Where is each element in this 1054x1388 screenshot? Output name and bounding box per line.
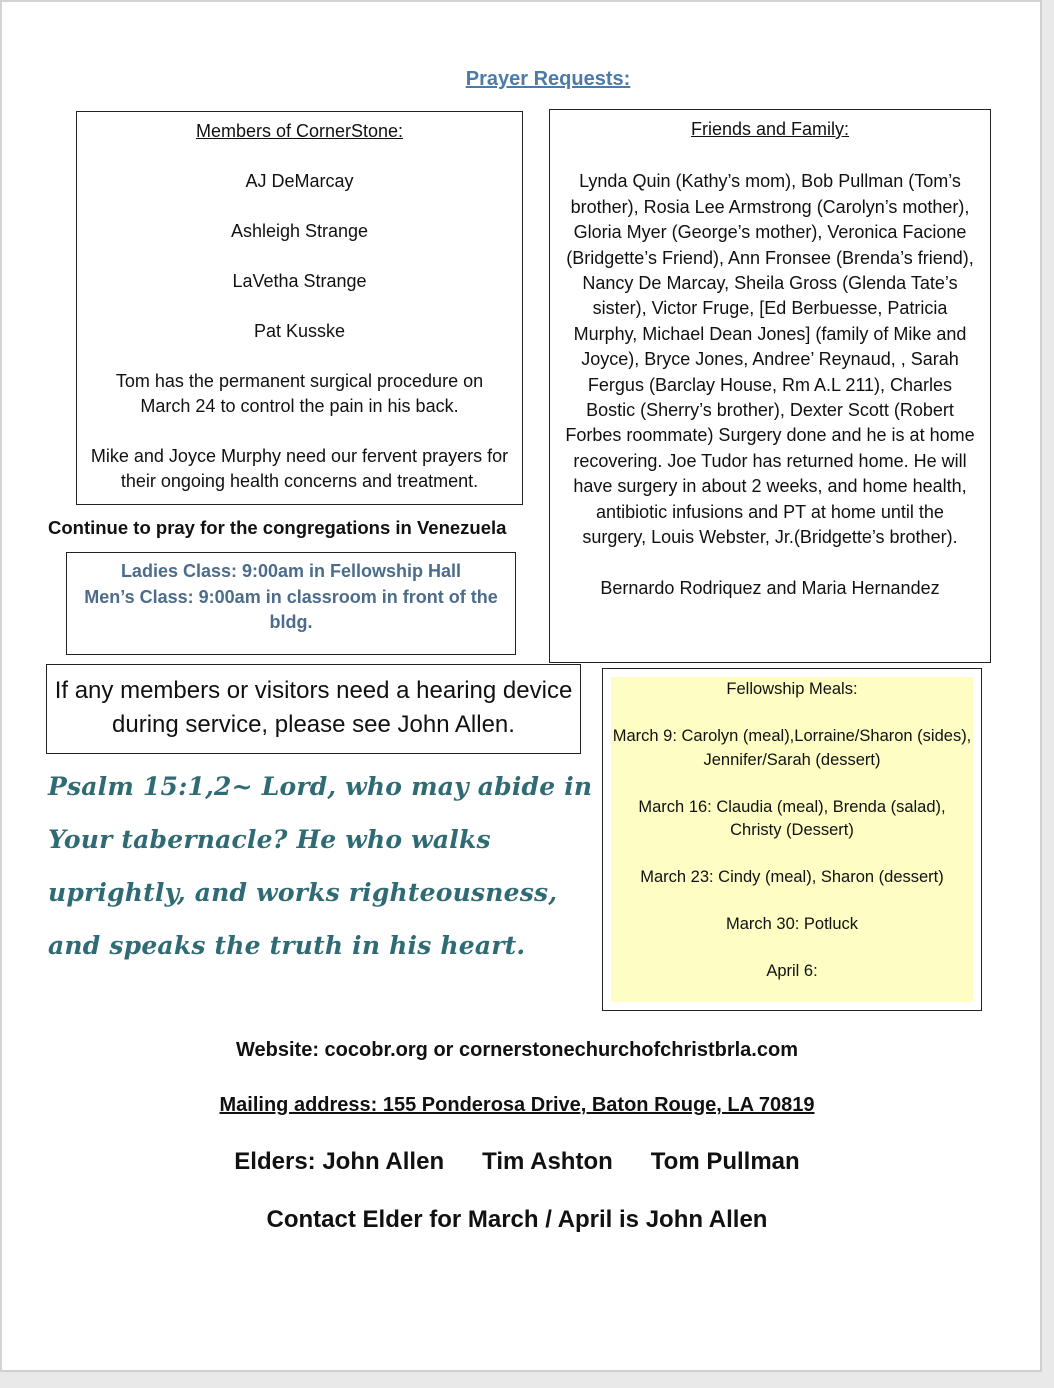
meal-entry: March 30: Potluck <box>725 915 859 933</box>
website-line: Website: cocobr.org or cornerstonechurchofchristbrla.com <box>236 1039 798 1061</box>
psalm-verse: Psalm 15:1,2~ Lord, who may abide in Your tabernacle? He who walks uprightly, and works righteousness, and speaks the truth in his heart. <box>48 772 593 960</box>
meal-entry: March 9: Carolyn (meal),Lorraine/Sharon (sides), Jennifer/Sarah (dessert) <box>612 727 972 769</box>
elders-line <box>2 1148 1032 1176</box>
ladies-class: Ladies Class: 9:00am in Fellowship Hall <box>120 561 462 581</box>
classes-box <box>66 552 516 655</box>
elder-3: Tom Pullman <box>650 1148 800 1175</box>
member-note: Tom has the permanent surgical procedure on March 24 to control the pain in his back. <box>115 371 484 416</box>
member-note: Mike and Joyce Murphy need our fervent prayers for their ongoing health concerns and treatment. <box>90 446 509 491</box>
member-name: Ashleigh Strange <box>230 221 369 241</box>
meal-entry: April 6: <box>766 962 818 980</box>
page-title: Prayer Requests: <box>465 68 631 90</box>
friends-list: Lynda Quin (Kathy’s mom), Bob Pullman (Tom’s brother), Rosia Lee Armstrong (Carolyn’s mother), Gloria Myer (George’s mother), Veronica Facione (Bridgette’s Friend), Ann Fronsee (Brenda’s friend), Nancy De Marcay, Sheila Gross (Glenda Tate’s sister), Victor Fruge, [Ed Berbuesse, Patricia Murphy, Michael Dean Jones] (family of Mike and Joyce), Bryce Jones, Andree’ Reynaud, , Sarah Fergus (Barclay House, Rm A.L 211), Charles Bostic (Sherry’s brother), Dexter Scott (Robert Forbes roommate) Surgery done and he is at home recovering. Joe Tudor has returned home. He will have surgery in about 2 weeks, and home health, antibiotic infusions and PT at home until the surgery, Louis Webster, Jr.(Bridgette’s brother). <box>565 171 975 548</box>
elder-2: Tim Ashton <box>482 1148 613 1175</box>
friends-last-entry: Bernardo Rodriquez and Maria Hernandez <box>600 577 940 598</box>
fellowship-meals-box <box>602 668 982 1011</box>
member-name: LaVetha Strange <box>232 271 367 291</box>
member-name: AJ DeMarcay <box>245 171 354 191</box>
fellowship-meals-panel <box>611 677 973 1002</box>
contact-elder: Contact Elder for March / April is John Allen <box>266 1206 768 1233</box>
venezuela-note: Continue to pray for the congregations in Venezuela <box>48 517 507 538</box>
meal-entry: March 23: Cindy (meal), Sharon (dessert) <box>640 868 944 886</box>
elder-1: Elders: John Allen <box>234 1148 445 1175</box>
member-name: Pat Kusske <box>253 321 346 341</box>
members-box <box>76 111 523 505</box>
meal-entry: March 16: Claudia (meal), Brenda (salad), Christy (Dessert) <box>638 797 946 839</box>
mailing-address: Mailing address: 155 Ponderosa Drive, Baton Rouge, LA 70819 <box>219 1094 815 1116</box>
mens-class: Men’s Class: 9:00am in classroom in front of the bldg. <box>84 586 498 632</box>
friends-family-box <box>549 109 991 663</box>
meals-heading: Fellowship Meals: <box>726 680 858 698</box>
friends-heading: Friends and Family: <box>690 119 850 139</box>
hearing-device-notice: If any members or visitors need a hearing device during service, please see John Allen. <box>46 664 581 754</box>
members-heading: Members of CornerStone: <box>195 121 404 141</box>
